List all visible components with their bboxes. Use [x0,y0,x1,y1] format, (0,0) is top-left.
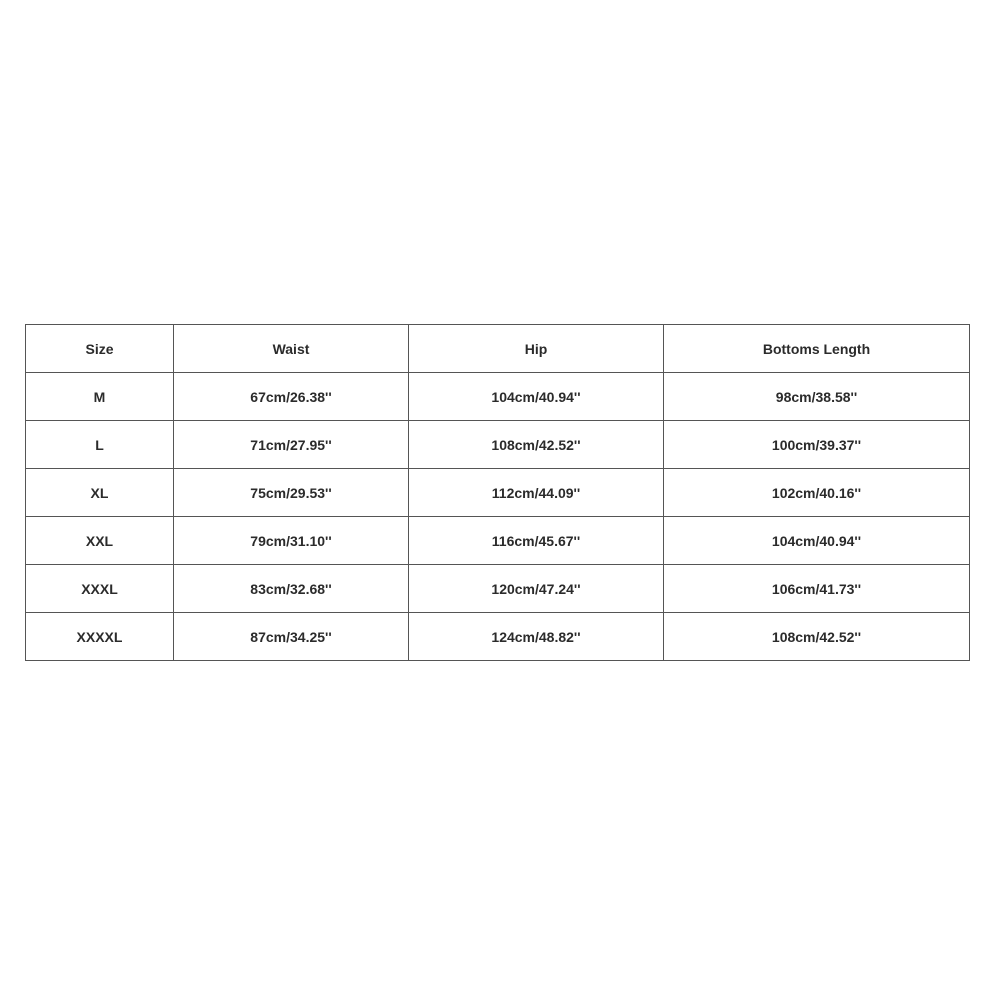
cell-hip: 108cm/42.52'' [409,421,664,469]
table-header-row [26,325,970,373]
table-row [26,469,970,517]
cell-hip: 116cm/45.67'' [409,517,664,565]
cell-size: XXXXL [26,613,174,661]
size-chart-table [25,324,970,661]
table-row [26,421,970,469]
table-row [26,373,970,421]
cell-waist: 67cm/26.38'' [174,373,409,421]
header-size: Size [26,325,174,373]
cell-waist: 71cm/27.95'' [174,421,409,469]
cell-waist: 87cm/34.25'' [174,613,409,661]
cell-size: XL [26,469,174,517]
cell-waist: 83cm/32.68'' [174,565,409,613]
table-row [26,613,970,661]
header-waist: Waist [174,325,409,373]
cell-bottoms-length: 104cm/40.94'' [664,517,970,565]
header-hip: Hip [409,325,664,373]
cell-bottoms-length: 106cm/41.73'' [664,565,970,613]
cell-size: XXXL [26,565,174,613]
cell-hip: 120cm/47.24'' [409,565,664,613]
cell-bottoms-length: 98cm/38.58'' [664,373,970,421]
cell-size: M [26,373,174,421]
header-bottoms-length: Bottoms Length [664,325,970,373]
cell-hip: 104cm/40.94'' [409,373,664,421]
table-row [26,517,970,565]
cell-bottoms-length: 100cm/39.37'' [664,421,970,469]
cell-waist: 75cm/29.53'' [174,469,409,517]
cell-hip: 112cm/44.09'' [409,469,664,517]
table-row [26,565,970,613]
cell-size: L [26,421,174,469]
cell-size: XXL [26,517,174,565]
cell-waist: 79cm/31.10'' [174,517,409,565]
cell-hip: 124cm/48.82'' [409,613,664,661]
cell-bottoms-length: 102cm/40.16'' [664,469,970,517]
cell-bottoms-length: 108cm/42.52'' [664,613,970,661]
